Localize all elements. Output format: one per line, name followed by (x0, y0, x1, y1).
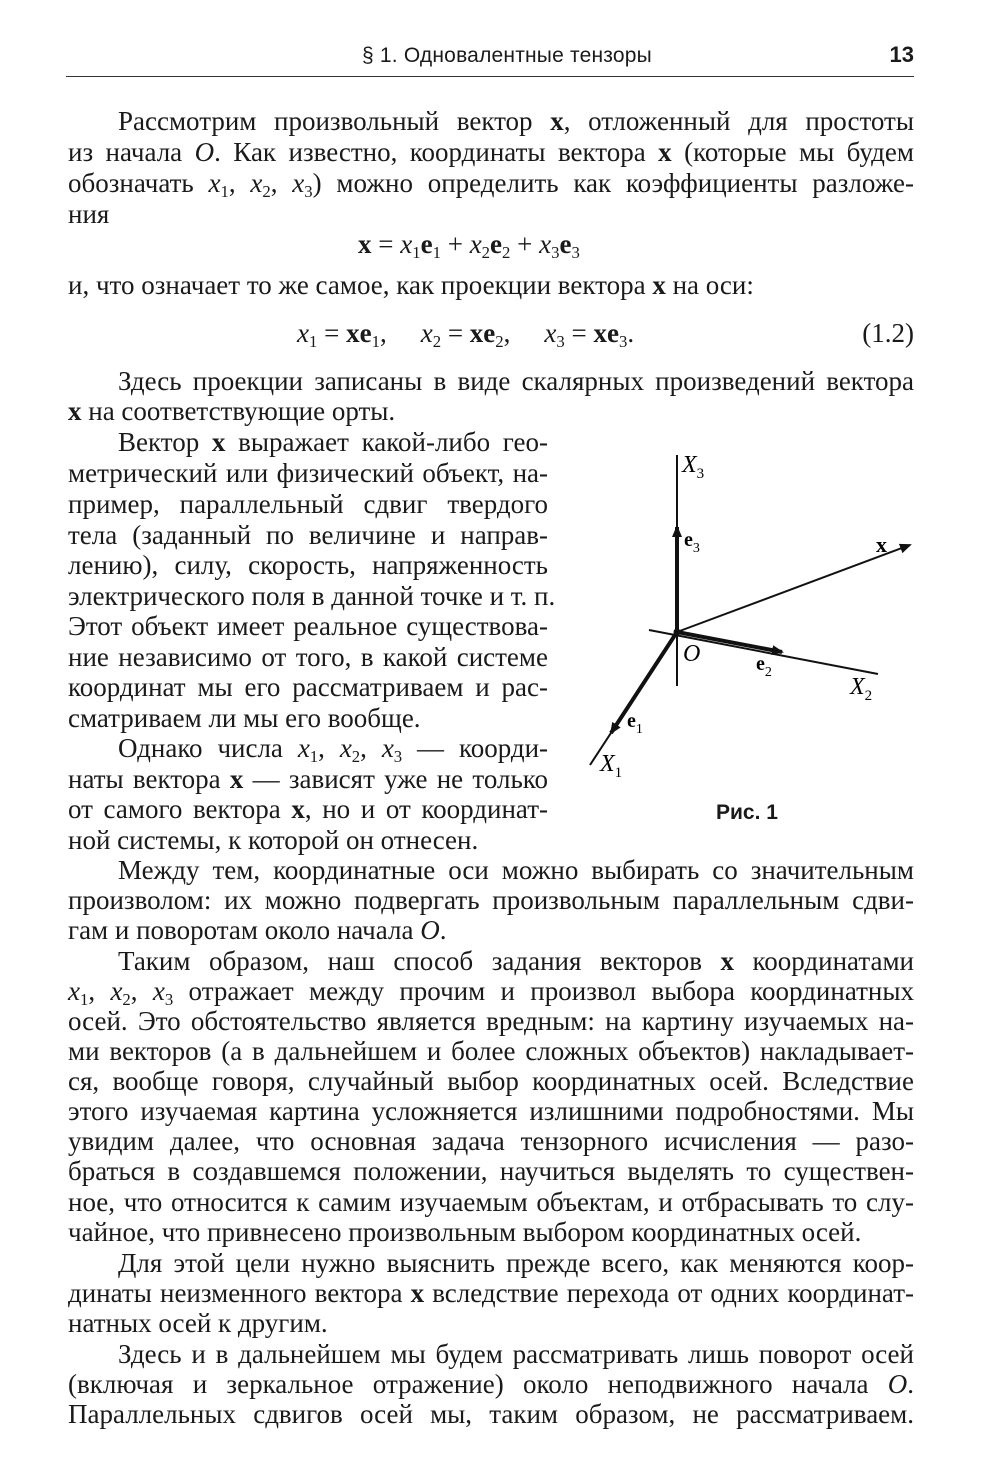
text-line: $x_1$, $x_2$, $x_3$ отражает между прочим и произвол выбора координатных (68, 976, 915, 1010)
text-line: Однако числа $x_1$, $x_2$, $x_3$ — коорди- (118, 733, 549, 767)
text-line: ния (68, 199, 110, 229)
text-line: из начала O. Как известно, координаты вектора x (которые мы будем (68, 137, 914, 167)
text-line: ся, вообще говоря, случайный выбор координатных осей. Вследствие (68, 1066, 914, 1096)
text-line: чайное, что привнесено произвольным выбором координатных осей. (68, 1217, 862, 1247)
origin-point (674, 629, 681, 636)
text-line: пример, параллельный сдвиг твердого (68, 489, 548, 519)
text-line: от самого вектора x, но и от координат- (68, 794, 548, 824)
text-line: произволом: их можно подвергать произвольным параллельным сдви- (68, 885, 914, 915)
equation-expansion: $x = x_1e_1 + x_2e_2 + x_3e_3$ (358, 229, 580, 263)
text-line: Рассмотрим произвольный вектор x, отложенный для простоты (118, 106, 914, 136)
figure-caption: Рис. 1 (716, 801, 778, 824)
basis-e1-arrow (611, 632, 677, 733)
equation-number: (1.2) (862, 318, 914, 348)
text-line: Здесь проекции записаны в виде скалярных произведений вектора (118, 366, 914, 396)
text-line: увидим далее, что основная задача тензорного исчисления — разо- (68, 1126, 914, 1156)
text-line: Параллельных сдвигов осей мы, таким образом, не рассматриваем. (68, 1399, 914, 1429)
text-line: динаты неизменного вектора x вследствие перехода от одних координат- (68, 1278, 914, 1308)
text-line: натных осей к другим. (68, 1308, 328, 1338)
text-line: координат мы его рассматриваем и рас- (68, 672, 548, 702)
section-title: § 1. Одновалентные тензоры (362, 44, 652, 67)
text-line: обозначать $x_1$, $x_2$, $x_3$) можно определить как коэффициенты разложе- (68, 168, 914, 202)
text-line: гам и поворотам около начала O. (68, 915, 447, 945)
text-line: метрический или физический объект, на- (68, 458, 548, 488)
text-line: Здесь и в дальнейшем мы будем рассматривать лишь поворот осей (118, 1339, 914, 1369)
label-e3: $e_3$ (684, 529, 700, 556)
text-line: Вектор x выражает какой-либо гео- (118, 427, 548, 457)
text-line: ной системы, к которой он отнесен. (68, 825, 479, 855)
running-header (66, 40, 914, 77)
text-line: Этот объект имеет реальное существова- (68, 611, 548, 641)
text-line: Для этой цели нужно выяснить прежде всего, как меняются коор- (118, 1248, 914, 1278)
text-line: ное, что относится к самим изучаемым объектам, и отбрасывать то слу- (68, 1187, 914, 1217)
equation-projections: $x_1 = xe_1$, $x_2 = xe_2$, $x_3 = xe_3$. (297, 318, 635, 352)
text-line: (включая и зеркальное отражение) около неподвижного начала O. (68, 1369, 914, 1399)
text-line: лению), силу, скорость, напряженность (68, 550, 548, 580)
text-line: сматриваем ли мы его вообще. (68, 703, 421, 733)
text-line: Между тем, координатные оси можно выбирать со значительным (118, 855, 914, 885)
label-e2: $e_2$ (756, 653, 772, 680)
text-line: браться в создавшемся положении, научиться выделять то существен- (68, 1156, 914, 1186)
text-line: наты вектора x — зависят уже не только (68, 764, 548, 794)
text-line: этого изучаемая картина усложняется излишними подробностями. Мы (68, 1096, 914, 1126)
figure-coordinate-axes (560, 445, 960, 785)
text-line: тела (заданный по величине и направ- (68, 520, 548, 550)
label-X3: $X_3$ (682, 452, 705, 482)
text-line: Таким образом, наш способ задания векторов x координатами (118, 946, 914, 976)
page-number: 13 (889, 42, 914, 67)
text-line: x на соответствующие орты. (68, 396, 396, 426)
label-O: O (683, 641, 701, 667)
label-e1: $e_1$ (627, 710, 643, 737)
text-line: и, что означает то же самое, как проекции вектора x на оси: (68, 270, 754, 300)
text-line: электрического поля в данной точке и т. п. (68, 581, 556, 611)
text-line: осей. Это обстоятельство является вредным: на картину изучаемых на- (68, 1006, 914, 1036)
text-line: ние независимо от того, в какой системе (68, 642, 548, 672)
text-line: ми векторов (а в дальнейшем и более сложных объектов) накладывает- (68, 1036, 914, 1066)
label-x: x (876, 532, 887, 557)
label-X2: $X_2$ (850, 674, 873, 704)
vector-x-arrow (677, 545, 910, 632)
label-X1: $X_1$ (600, 751, 623, 781)
